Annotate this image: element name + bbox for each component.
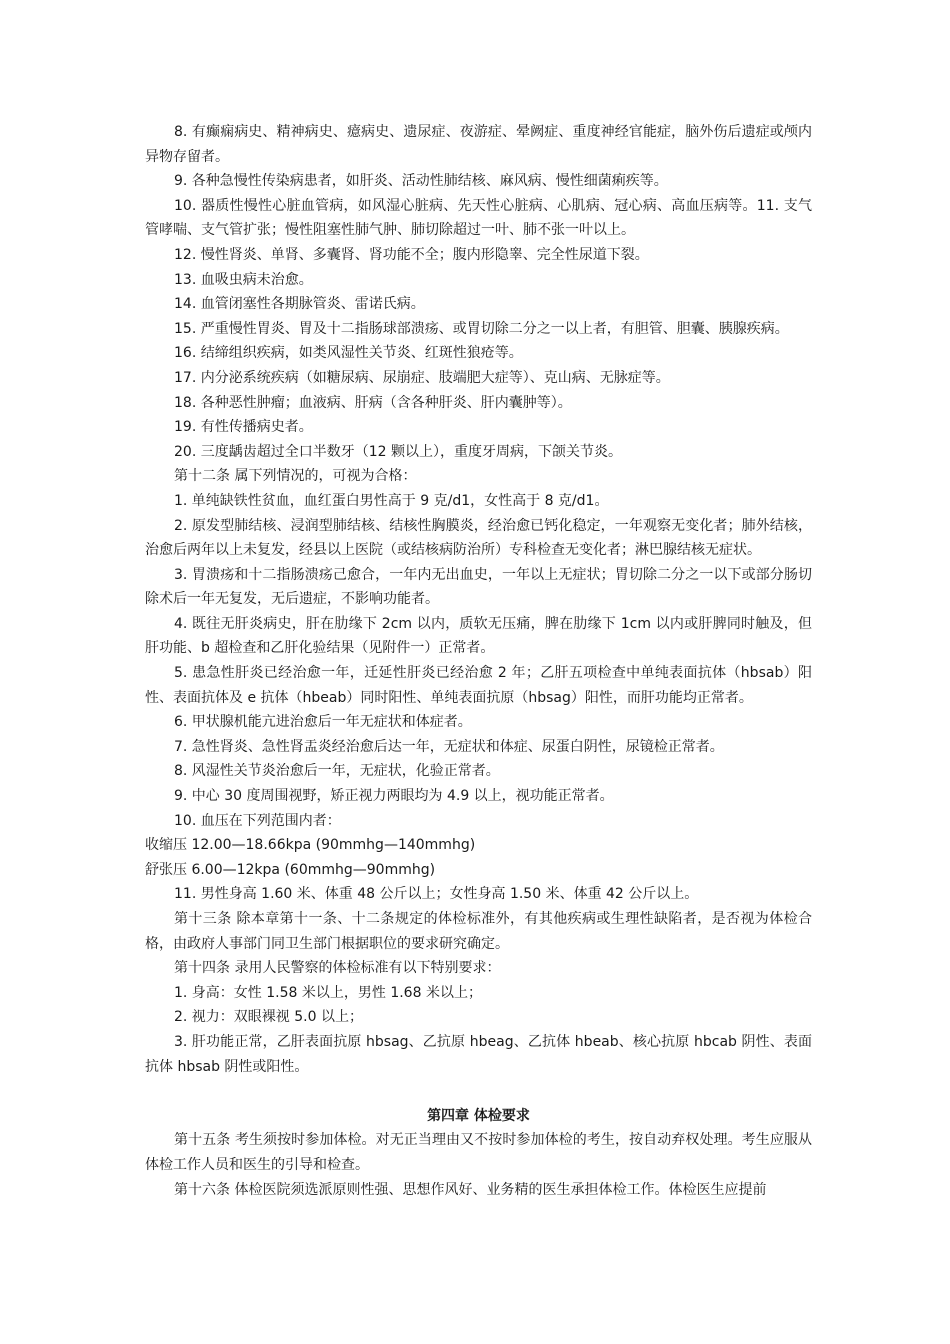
article-12-item-3: 3. 胃溃疡和十二指肠溃疡己愈合，一年内无出血史，一年以上无症状；胃切除二分之一以下或部分肠切除术后一年无复发，无后遗症，不影响功能者。 [145, 566, 812, 608]
paragraph-item-15: 15. 严重慢性胃炎、胃及十二指肠球部溃疡、或胃切除二分之一以上者，有胆管、胆囊、胰腺疾病。 [174, 320, 789, 337]
section-spacer [145, 1079, 812, 1104]
article-14-title: 第十四条 录用人民警察的体检标准有以下特别要求： [174, 960, 501, 977]
paragraph-item-17: 17. 内分泌系统疾病（如糖尿病、尿崩症、肢端肥大症等）、克山病、无脉症等。 [174, 369, 670, 386]
paragraph-item-19: 19. 有性传播病史者。 [174, 419, 313, 436]
diastolic-pressure-line: 舒张压 6.00—12kpa (60mmhg—90mmhg) [145, 861, 436, 878]
document-page [145, 120, 812, 1202]
article-13: 第十三条 除本章第十一条、十二条规定的体检标准外，有其他疾病或生理性缺陷者，是否视为体检合格，由政府人事部门同卫生部门根据职位的要求研究确定。 [145, 911, 812, 952]
paragraph-item-13: 13. 血吸虫病未治愈。 [174, 271, 313, 288]
paragraph-item-20: 20. 三度龋齿超过全口半数牙（12 颗以上），重度牙周病，下颌关节炎。 [174, 443, 622, 460]
paragraph-item-8: 8. 有癫痫病史、精神病史、癔病史、遗尿症、夜游症、晕阙症、重度神经官能症，脑外伤后遗症或颅内异物存留者。 [145, 124, 812, 165]
paragraph-item-12: 12. 慢性肾炎、单肾、多囊肾、肾功能不全；腹内形隐睾、完全性尿道下裂。 [174, 246, 649, 263]
paragraph-item-16: 16. 结缔组织疾病，如类风湿性关节炎、红斑性狼疮等。 [174, 345, 523, 362]
systolic-pressure-line: 收缩压 12.00—18.66kpa (90mmhg—140mmhg) [145, 837, 476, 854]
article-16: 第十六条 体检医院须选派原则性强、思想作风好、业务精的医生承担体检工作。体检医生应提前 [174, 1181, 767, 1198]
article-12-item-4: 4. 既往无肝炎病史，肝在肋缘下 2cm 以内，质软无压痛，脾在肋缘下 1cm 以内或肝脾同时触及，但肝功能、b 超检查和乙肝化验结果（见附件一）正常者。 [145, 615, 812, 657]
section-a [145, 120, 812, 1079]
article-14-item-3: 3. 肝功能正常，乙肝表面抗原 hbsag、乙抗原 hbeag、乙抗体 hbeab、核心抗原 hbcab 阴性、表面抗体 hbsab 阴性或阳性。 [145, 1033, 812, 1075]
paragraph-item-10-11: 10. 器质性慢性心脏血管病，如风湿心脏病、先天性心脏病、心肌病、冠心病、高血压病等。11. 支气管哮喘、支气管扩张；慢性阻塞性肺气肿、肺切除超过一叶、肺不张一叶以上。 [145, 197, 812, 239]
paragraph-item-9: 9. 各种急慢性传染病患者，如肝炎、活动性肺结核、麻风病、慢性细菌痢疾等。 [174, 173, 668, 190]
article-14-item-2: 2. 视力：双眼裸视 5.0 以上； [174, 1009, 363, 1026]
section-b [145, 1128, 812, 1202]
article-12-item-10: 10. 血压在下列范围内者： [174, 812, 341, 829]
article-12-item-2: 2. 原发型肺结核、浸润型肺结核、结核性胸膜炎，经治愈已钙化稳定，一年观察无变化者；肺外结核，治愈后两年以上未复发，经县以上医院（或结核病防治所）专科检查无变化者；淋巴腺结核无症状。 [145, 517, 812, 559]
article-12-item-9: 9. 中心 30 度周围视野，矫正视力两眼均为 4.9 以上，视功能正常者。 [174, 788, 614, 805]
article-12-title: 第十二条 属下列情况的，可视为合格： [174, 468, 417, 485]
paragraph-item-18: 18. 各种恶性肿瘤；血液病、肝病（含各种肝炎、肝内囊肿等）。 [174, 394, 572, 411]
article-12-item-11: 11. 男性身高 1.60 米、体重 48 公斤以上；女性身高 1.50 米、体重 42 公斤以上。 [174, 886, 699, 903]
chapter-heading: 第四章 体检要求 [427, 1107, 530, 1124]
article-15: 第十五条 考生须按时参加体检。对无正当理由又不按时参加体检的考生，按自动弃权处理。考生应服从体检工作人员和医生的引导和检查。 [145, 1132, 812, 1173]
article-12-item-8: 8. 风湿性关节炎治愈后一年，无症状，化验正常者。 [174, 763, 500, 780]
article-12-item-6: 6. 甲状腺机能亢进治愈后一年无症状和体症者。 [174, 714, 472, 731]
article-14-item-1: 1. 身高：女性 1.58 米以上，男性 1.68 米以上； [174, 984, 482, 1001]
article-12-item-7: 7. 急性肾炎、急性肾盂炎经治愈后达一年，无症状和体症、尿蛋白阴性，尿镜检正常者。 [174, 738, 724, 755]
article-12-item-5: 5. 患急性肝炎已经治愈一年，迁延性肝炎已经治愈 2 年；乙肝五项检查中单纯表面抗体（hbsab）阳性、表面抗体及 e 抗体（hbeab）同时阳性、单纯表面抗原（hbsag）阳性，而肝功能均正常者。 [145, 665, 812, 706]
paragraph-item-14: 14. 血管闭塞性各期脉管炎、雷诺氏病。 [174, 296, 425, 313]
article-12-item-1: 1. 单纯缺铁性贫血，血红蛋白男性高于 9 克/d1，女性高于 8 克/d1。 [174, 492, 609, 509]
